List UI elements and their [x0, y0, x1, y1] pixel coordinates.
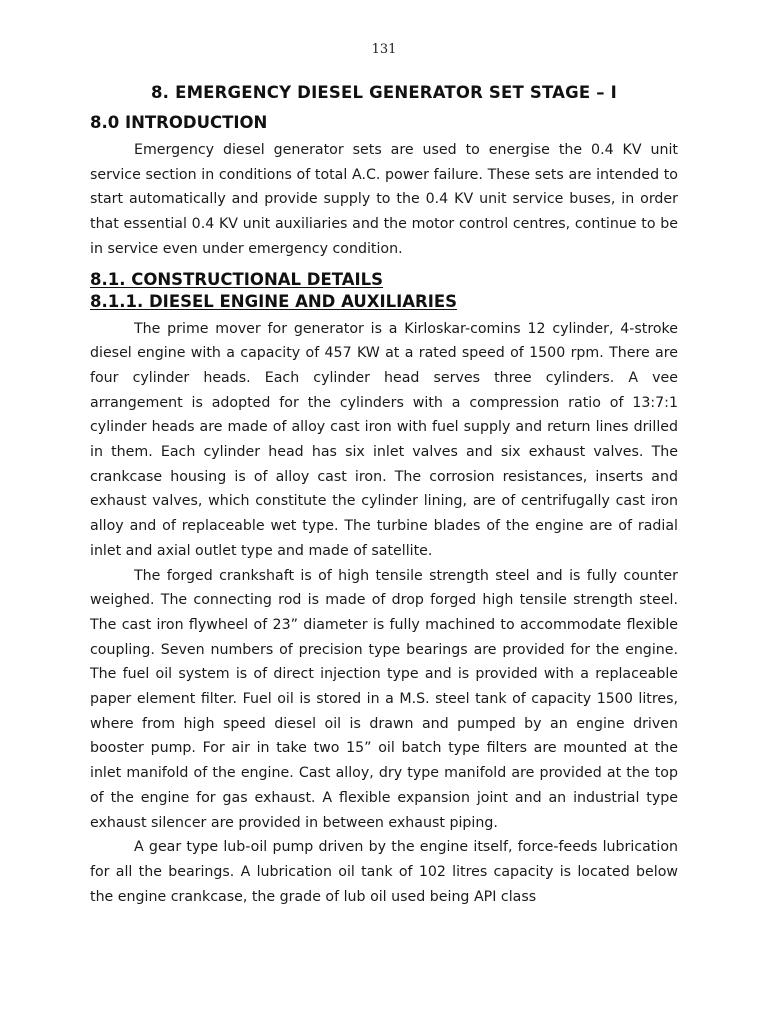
page-content: [90, 80, 678, 909]
diesel-engine-heading: 8.1.1. DIESEL ENGINE AND AUXILIARIES: [90, 291, 458, 311]
introduction-paragraph: Emergency diesel generator sets are used to energise the 0.4 KV unit service section in conditions of total A.C. power failure. These sets are intended to start automatically and provide supply to the 0.4 KV unit service buses, in order that essential 0.4 KV unit auxiliaries and the motor control centres, continue to be in service even under emergency condition.: [90, 142, 678, 257]
diesel-engine-paragraph-1: The prime mover for generator is a Kirloskar-comins 12 cylinder, 4-stroke diesel engine with a capacity of 457 KW at a rated speed of 1500 rpm. There are four cylinder heads. Each cylinder head serves three cylinders. A vee arrangement is adopted for the cylinders with a compression ratio of 13:7:1 cylinder heads are made of alloy cast iron with fuel supply and return lines drilled in them. Each cylinder head has six inlet valves and six exhaust valves. The crankcase housing is of alloy cast iron. The corrosion resistances, inserts and exhaust valves, which constitute the cylinder lining, are of centrifugally cast iron alloy and of replaceable wet type. The turbine blades of the engine are of radial inlet and axial outlet type and made of satellite.: [90, 320, 678, 559]
diesel-engine-paragraph-2: The forged crankshaft is of high tensile strength steel and is fully counter weighed. The connecting rod is made of drop forged high tensile strength steel. The cast iron flywheel of 23” diameter is fully machined to accommodate flexible coupling. Seven numbers of precision type bearings are provided for the engine. The fuel oil system is of direct injection type and is provided with a replaceable paper element filter. Fuel oil is stored in a M.S. steel tank of capacity 1500 litres, where from high speed diesel oil is drawn and pumped by an engine driven booster pump. For air in take two 15” oil batch type filters are mounted at the inlet manifold of the engine. Cast alloy, dry type manifold are provided at the top of the engine for gas exhaust. A flexible expansion joint and an industrial type exhaust silencer are provided in between exhaust piping.: [90, 567, 678, 831]
page-number: 131: [371, 42, 397, 57]
diesel-engine-paragraph-3: A gear type lub-oil pump driven by the engine itself, force-feeds lubrication for all the bearings. A lubrication oil tank of 102 litres capacity is located below the engine crankcase, the grade of lub oil used being API class: [90, 839, 678, 905]
constructional-details-heading: 8.1. CONSTRUCTIONAL DETAILS: [90, 269, 384, 289]
introduction-heading: 8.0 INTRODUCTION: [90, 113, 268, 132]
chapter-title: 8. EMERGENCY DIESEL GENERATOR SET STAGE – I: [151, 83, 617, 102]
